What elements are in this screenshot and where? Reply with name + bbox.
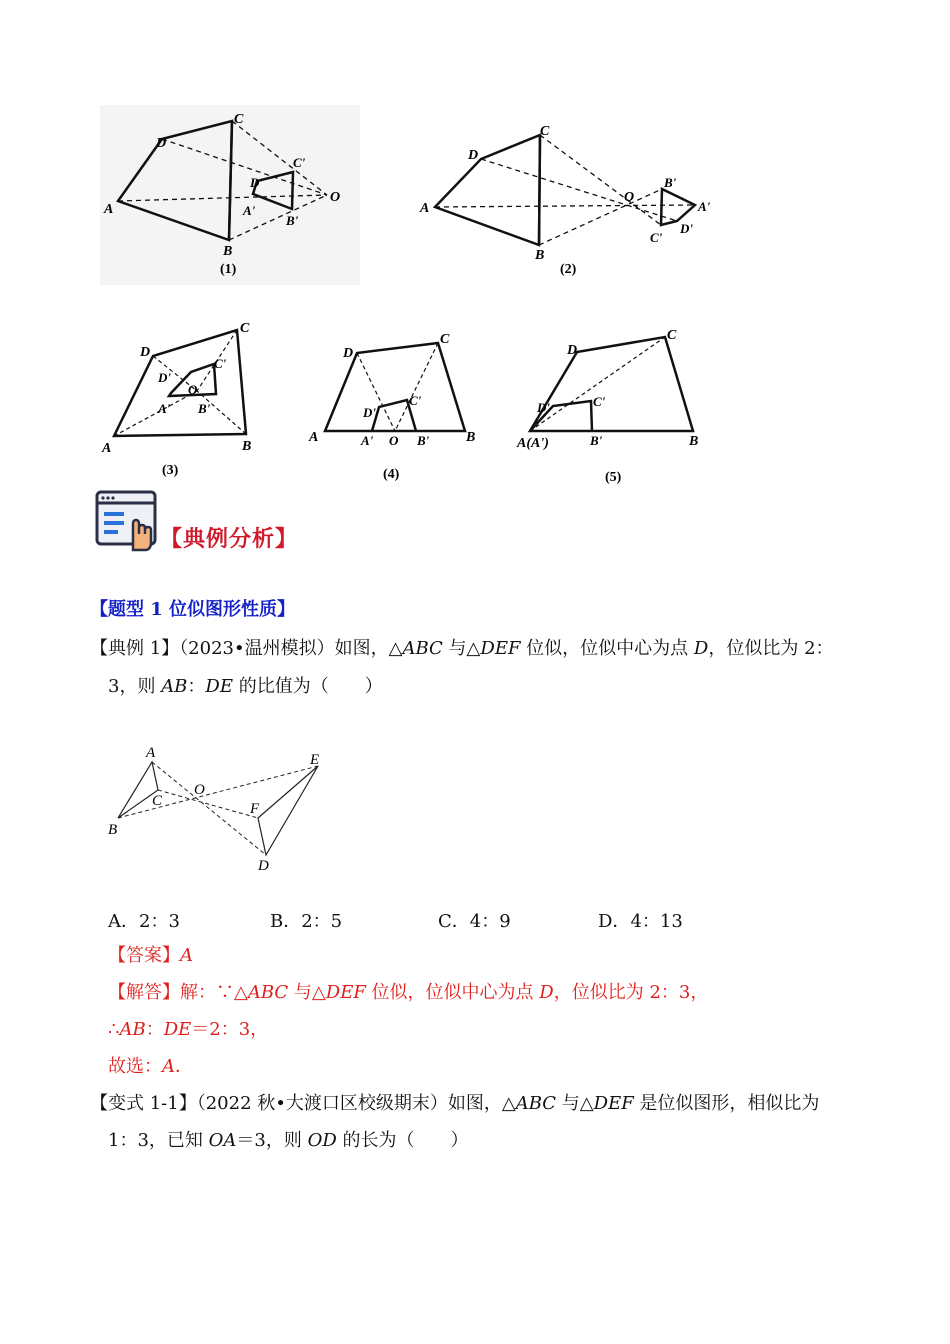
text: 的比值为（ ） — [233, 676, 383, 697]
option-value: 4：9 — [469, 911, 511, 932]
figure-4-caption: (4) — [383, 467, 400, 482]
answer-line — [108, 944, 193, 968]
label-c: C — [440, 332, 450, 347]
label-c: C — [152, 793, 163, 809]
math: DEF — [325, 982, 366, 1003]
text: ＝2：3， — [191, 1019, 269, 1040]
label-a1: A' — [243, 203, 256, 218]
variant1-line2 — [108, 1129, 469, 1153]
option-letter: A． — [108, 911, 139, 932]
option-letter: B． — [270, 911, 302, 932]
label-d: D — [140, 345, 151, 360]
figure-5 — [515, 322, 715, 487]
math: ABC — [515, 1093, 557, 1114]
option-letter: C． — [438, 911, 470, 932]
label-c1: C' — [409, 393, 422, 408]
option-value: 2：5 — [301, 911, 343, 932]
label-o: O — [188, 382, 198, 397]
math: OA — [208, 1130, 237, 1151]
text: 位似，位似中心为点 — [365, 982, 540, 1003]
label-c1: C' — [650, 230, 663, 245]
text: 与△ — [556, 1093, 594, 1114]
option-a[interactable] — [108, 907, 180, 933]
label-c: C — [234, 112, 244, 127]
label-b1: B' — [664, 175, 677, 190]
variant1-tag: 【变式 1-1】 — [90, 1093, 197, 1114]
math: DE — [163, 1019, 192, 1040]
solution-line1 — [108, 981, 708, 1005]
label-d: D — [468, 148, 479, 163]
example1-source: （2023•温州模拟） — [179, 638, 335, 659]
label-o: O — [194, 782, 205, 798]
section-heading: 【典例分析】 — [160, 526, 299, 552]
math: DE — [205, 676, 233, 697]
topic-heading: 【题型 1 位似图形性质】 — [90, 599, 296, 620]
label-a: A — [309, 430, 319, 445]
figure-2 — [412, 115, 732, 280]
variant1-source: （2022 秋•大渡口区校级期末） — [196, 1093, 448, 1114]
label-c: C — [240, 321, 250, 336]
solution-tag: 【解答】 — [108, 982, 180, 1003]
label-d1: D' — [680, 221, 693, 236]
label-c: C — [540, 124, 550, 139]
label-b1: B' — [590, 433, 603, 448]
example1-line2 — [108, 675, 383, 699]
answer-tag: 【答案】 — [108, 945, 180, 966]
quad-abcd — [435, 135, 540, 245]
label-b: B — [535, 248, 545, 263]
figure-3-caption: (3) — [162, 463, 179, 478]
text: 3，则 — [108, 676, 162, 697]
text: 与△ — [288, 982, 326, 1003]
label-o: O — [330, 190, 341, 205]
label-a: A — [102, 441, 112, 456]
text: ∴ — [108, 1019, 120, 1040]
label-d1: D' — [250, 175, 263, 190]
label-b: B — [689, 434, 699, 449]
label-d1: D' — [537, 400, 550, 415]
solution-line3 — [108, 1055, 193, 1079]
figure-4 — [305, 325, 490, 485]
text: 是位似图形，相似比为 — [633, 1093, 820, 1114]
label-f: F — [250, 801, 260, 817]
label-b1: B' — [198, 401, 211, 416]
example1-figure — [100, 740, 340, 880]
math: D — [539, 982, 554, 1003]
quad-a1b1c1d1 — [661, 189, 695, 225]
math: AB — [119, 1019, 146, 1040]
math: AB — [161, 676, 188, 697]
figure-1 — [100, 105, 360, 285]
label-a: A(A') — [517, 436, 549, 451]
math: ABC — [247, 982, 289, 1003]
text: ，位似比为 2：3， — [553, 982, 709, 1003]
option-value: 2：3 — [139, 911, 180, 932]
option-d[interactable] — [598, 907, 683, 933]
label-b: B — [108, 822, 118, 838]
text: ，位似比为 2： — [708, 638, 834, 659]
label-d1: D' — [158, 370, 171, 385]
text: 位似，位似中心为点 — [520, 638, 694, 659]
label-c: C — [667, 328, 677, 343]
example1-line1 — [90, 637, 834, 661]
text: 与△ — [442, 638, 481, 659]
math: DEF — [593, 1093, 634, 1114]
math: D — [693, 638, 709, 659]
quad-abcd — [530, 337, 693, 431]
text: ： — [187, 676, 206, 697]
text: 解：∵△ — [180, 982, 248, 1003]
figure-2-caption: (2) — [560, 262, 577, 277]
text: ： — [145, 1019, 164, 1040]
label-o: O — [389, 433, 399, 448]
label-d1: D' — [363, 405, 376, 420]
label-a1: A' — [698, 199, 711, 214]
label-a: A — [420, 201, 430, 216]
math: A — [162, 1056, 175, 1077]
math: ABC — [402, 638, 443, 659]
label-o: O — [624, 190, 635, 205]
text: ． — [175, 1056, 193, 1077]
label-b1: B' — [286, 213, 299, 228]
label-c1: C' — [293, 155, 306, 170]
label-c1: C' — [214, 356, 227, 371]
label-a1: A' — [158, 401, 171, 416]
text: 如图，△ — [447, 1093, 516, 1114]
label-b: B — [223, 244, 233, 259]
option-letter: D． — [598, 911, 631, 932]
variant1-line1 — [90, 1092, 819, 1116]
label-a: A — [104, 202, 114, 217]
figure-1-caption: (1) — [220, 262, 237, 277]
example1-tag: 【典例 1】 — [90, 638, 180, 659]
option-value: 4：13 — [630, 911, 683, 932]
label-b1: B' — [417, 433, 430, 448]
text: 如图，△ — [334, 638, 403, 659]
label-d: D — [567, 343, 578, 358]
math: DEF — [480, 638, 521, 659]
text: ＝3，则 — [236, 1130, 308, 1151]
label-d: D — [258, 858, 269, 874]
label-d: D — [343, 346, 354, 361]
figure-3 — [100, 318, 270, 483]
figure-5-caption: (5) — [605, 470, 622, 485]
label-e: E — [310, 752, 320, 768]
label-a1: A' — [361, 433, 374, 448]
label-d: D — [156, 136, 167, 151]
browser-hand-icon — [95, 490, 157, 552]
option-b[interactable] — [270, 907, 342, 933]
label-c1: C' — [593, 394, 606, 409]
text: 的长为（ ） — [336, 1130, 469, 1151]
label-a: A — [146, 745, 156, 761]
math: OD — [307, 1130, 337, 1151]
solution-line2 — [108, 1018, 268, 1042]
text: 1：3，已知 — [108, 1130, 209, 1151]
label-b: B — [466, 430, 476, 445]
answer-value: A — [180, 945, 193, 966]
text: 故选： — [108, 1056, 162, 1077]
label-b: B — [242, 439, 252, 454]
option-c[interactable] — [438, 907, 511, 933]
